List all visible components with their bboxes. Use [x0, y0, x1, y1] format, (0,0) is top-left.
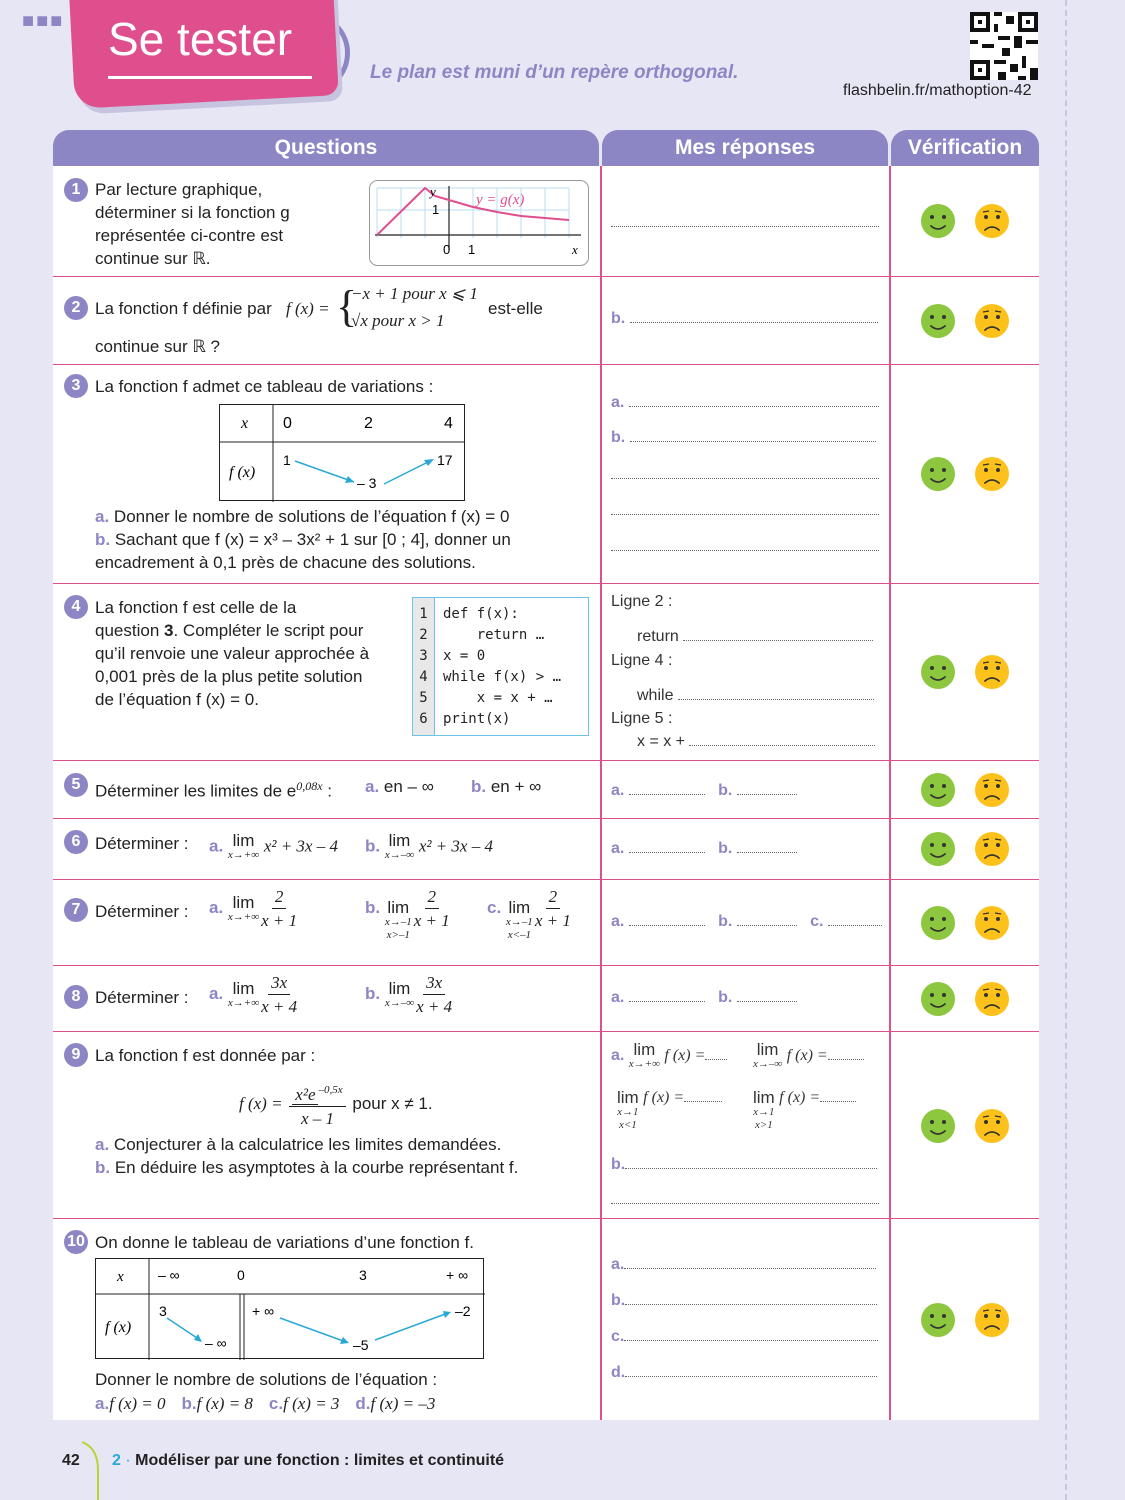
question-line-3: qu’il renvoie une valeur approchée à [95, 644, 370, 663]
happy-face-icon[interactable] [919, 653, 957, 691]
question-number: 8 [64, 985, 88, 1009]
equation-item: c.f (x) = 3 [268, 1394, 340, 1413]
equation-item: b.f (x) = 8 [181, 1394, 253, 1413]
part-a: a. Conjecturer à la calculatrice les limites demandées. [95, 1135, 502, 1154]
svg-text:1: 1 [283, 452, 291, 468]
part-b: b. lim x→–∞ $\frac{3x}{x + 4}$ [365, 973, 453, 1016]
part-a: a. Donner le nombre de solutions de l’équation f (x) = 0 [95, 507, 510, 526]
question-row-8 [53, 965, 1039, 1032]
answer-field-b[interactable]: b. [611, 1156, 877, 1174]
svg-text:x: x [241, 415, 249, 432]
svg-text:–5: –5 [353, 1337, 369, 1353]
question-text: Déterminer : [95, 834, 189, 853]
svg-text:3: 3 [359, 1267, 367, 1283]
answer-limit-1-right[interactable]: lim x→1 x>1 f (x) = [753, 1089, 856, 1132]
part-b: b. lim x→–1 x>–1 $\frac{2}{x + 1}$ [365, 887, 450, 941]
graph-xlabel: x [572, 242, 578, 257]
svg-text:+ ∞: + ∞ [446, 1267, 469, 1283]
question-line-5: de l’équation f (x) = 0. [95, 690, 259, 709]
exercise-table [53, 166, 1039, 1420]
question-number: 7 [64, 898, 88, 922]
svg-text:– ∞: – ∞ [205, 1335, 227, 1351]
part-b: b. En déduire les asymptotes à la courbe représentant f. [95, 1158, 519, 1177]
question-row-1 [53, 166, 1039, 277]
sad-face-icon[interactable] [973, 771, 1011, 809]
graph-x1: 1 [468, 242, 476, 257]
question-text-2: continue sur ℝ ? [95, 337, 220, 356]
brace: { [336, 282, 358, 331]
sad-face-icon[interactable] [973, 202, 1011, 240]
part-c: c. lim x→–1 x<–1 $\frac{2}{x + 1}$ [487, 887, 571, 941]
equations-list [95, 1392, 535, 1415]
question-row-7 [53, 879, 1039, 966]
case-2: √x pour x > 1 [351, 311, 445, 330]
sad-face-icon[interactable] [973, 904, 1011, 942]
question-row-10 [53, 1218, 1039, 1420]
happy-face-icon[interactable] [919, 202, 957, 240]
header-check: Vérification [891, 130, 1039, 166]
graph-g [369, 180, 589, 266]
svg-text:0: 0 [237, 1267, 245, 1283]
happy-face-icon[interactable] [919, 830, 957, 868]
answer-line[interactable] [611, 502, 879, 520]
sad-face-icon[interactable] [973, 830, 1011, 868]
svg-text:f (x): f (x) [105, 1319, 132, 1336]
svg-text:f (x): f (x) [229, 464, 256, 481]
footer-curve [80, 1440, 104, 1500]
code-line: 5 x = x + … [419, 690, 553, 706]
question-row-6 [53, 818, 1039, 880]
svg-text:x: x [117, 1269, 124, 1285]
title-underline [108, 76, 312, 79]
question-number: 5 [64, 773, 88, 797]
happy-face-icon[interactable] [919, 980, 957, 1018]
answer-field[interactable]: a. b. [611, 840, 797, 858]
question-line-1: La fonction f est celle de la [95, 598, 297, 617]
question-row-9 [53, 1031, 1039, 1219]
answer-label: Ligne 2 : [611, 593, 673, 610]
answer-field[interactable]: a. b. [611, 782, 797, 800]
qr-code-icon[interactable] [970, 12, 1038, 80]
question-text: Déterminer les limites de $e^{0,08x}$ : [95, 779, 333, 801]
svg-text:2: 2 [364, 415, 373, 432]
svg-text:– 3: – 3 [357, 475, 377, 491]
equation-item: a.f (x) = 0 [95, 1394, 166, 1413]
question-text: Déterminer : [95, 988, 189, 1007]
svg-text:4: 4 [444, 415, 453, 432]
svg-text:–2: –2 [455, 1303, 471, 1319]
sad-face-icon[interactable] [973, 1301, 1011, 1339]
svg-text:+ ∞: + ∞ [252, 1303, 275, 1319]
python-script [412, 597, 589, 736]
happy-face-icon[interactable] [919, 1301, 957, 1339]
question-number: 3 [64, 374, 88, 398]
header-questions: Questions [53, 130, 599, 166]
question-subtext: Donner le nombre de solutions de l’équation : [95, 1370, 438, 1389]
code-line: 2 return … [419, 627, 545, 643]
sad-face-icon[interactable] [973, 653, 1011, 691]
subtitle: Le plan est muni d’un repère orthogonal. [370, 62, 739, 83]
answer-field-c[interactable]: c. [611, 1328, 878, 1346]
svg-text:0: 0 [283, 415, 292, 432]
answer-limit-minus-inf[interactable]: lim x→–∞ f (x) = [753, 1041, 864, 1071]
answer-field[interactable]: b. [611, 310, 878, 328]
answer-line[interactable] [611, 1191, 879, 1209]
question-text: La fonction f admet ce tableau de variations : [95, 377, 434, 396]
code-line: 1 def f(x): [419, 606, 519, 622]
happy-face-icon[interactable] [919, 302, 957, 340]
decor-dots: ■■■ [22, 10, 65, 32]
question-number: 2 [64, 296, 88, 320]
question-text: Par lecture graphique, déterminer si la fonction g représentée ci-contre est continue sur ℝ. [95, 180, 290, 268]
sad-face-icon[interactable] [973, 302, 1011, 340]
question-row-2 [53, 276, 1039, 365]
question-text: La fonction f définie par [95, 299, 272, 318]
graph-y1: 1 [432, 202, 440, 217]
equation-item: d.f (x) = –3 [355, 1394, 436, 1413]
answer-field-b[interactable]: b. [611, 429, 876, 447]
graph-ylabel: y [430, 184, 436, 199]
page-number: 42 [62, 1452, 80, 1469]
sad-face-icon[interactable] [973, 455, 1011, 493]
variation-table [219, 404, 465, 502]
part-a: a. lim x→+∞ x² + 3x – 4 [209, 831, 338, 861]
answer-field-return[interactable]: return [637, 628, 873, 646]
question-number: 4 [64, 595, 88, 619]
page-title: Se tester [108, 13, 293, 65]
happy-face-icon[interactable] [919, 1107, 957, 1145]
question-number: 9 [64, 1043, 88, 1067]
sad-face-icon[interactable] [973, 1107, 1011, 1145]
svg-text:– ∞: – ∞ [158, 1267, 180, 1283]
graph-label: y = g(x) [476, 192, 525, 208]
question-row-3 [53, 364, 1039, 584]
question-number: 10 [64, 1230, 88, 1254]
function-name: f (x) = [286, 299, 330, 318]
part-b-cont: encadrement à 0,1 près de chacune des solutions. [95, 553, 476, 572]
function-definition: f (x) = $\frac{x^2e ^{-0,5x}}{x - 1}$ pour x ≠ 1. [239, 1079, 433, 1130]
svg-text:17: 17 [437, 452, 453, 468]
case-1: −x + 1 pour x ⩽ 1 [351, 284, 478, 303]
answer-line[interactable] [611, 466, 879, 484]
svg-text:3: 3 [159, 1303, 167, 1319]
answer-field[interactable]: a. b. c. [611, 913, 882, 931]
part-b: b. en + ∞ [471, 777, 542, 796]
header-answers: Mes réponses [602, 130, 888, 166]
answer-label: Ligne 5 : [611, 710, 673, 727]
code-line: 3 x = 0 [419, 648, 486, 664]
flashbelin-link[interactable]: flashbelin.fr/mathoption-42 [843, 82, 1032, 99]
question-text-end: est-elle [488, 299, 543, 318]
part-a: a. lim x→+∞ $\frac{3x}{x + 4}$ [209, 973, 298, 1016]
happy-face-icon[interactable] [919, 455, 957, 493]
question-number: 6 [64, 830, 88, 854]
happy-face-icon[interactable] [919, 904, 957, 942]
variation-table-10 [95, 1258, 485, 1360]
answer-field-b[interactable]: b. [611, 1292, 877, 1310]
question-text: Déterminer : [95, 902, 189, 921]
answer-field-while[interactable]: while [637, 687, 874, 705]
question-number: 1 [64, 178, 88, 202]
answer-field-a[interactable]: a. [611, 394, 879, 412]
part-a: a. en – ∞ [365, 777, 434, 796]
question-row-4 [53, 583, 1039, 761]
answer-field[interactable] [611, 214, 879, 232]
question-row-5 [53, 760, 1039, 819]
answer-field-a[interactable]: a. [611, 1256, 876, 1274]
question-text: La fonction f est donnée par : [95, 1046, 316, 1065]
answer-line[interactable] [611, 538, 879, 556]
answer-field[interactable]: a. b. [611, 989, 797, 1007]
answer-field-d[interactable]: d. [611, 1364, 877, 1382]
happy-face-icon[interactable] [919, 771, 957, 809]
graph-x0: 0 [443, 242, 451, 257]
question-line-4: 0,001 près de la plus petite solution [95, 667, 363, 686]
part-b: b. Sachant que f (x) = x³ – 3x² + 1 sur [0 ; 4], donner un [95, 530, 511, 549]
question-line-2: question 3. Compléter le script pour [95, 621, 364, 640]
answer-field-x[interactable]: x = x + [637, 733, 875, 751]
chapter-title: 2 · Modéliser par une fonction : limites et continuité [112, 1452, 505, 1469]
part-a: a. lim x→+∞ $\frac{2}{x + 1}$ [209, 887, 298, 930]
question-text: On donne le tableau de variations d’une fonction f. [95, 1233, 474, 1252]
answer-limit-plus-inf[interactable]: a. lim x→+∞ f (x) = [611, 1041, 727, 1071]
code-line: 6 print(x) [419, 711, 511, 727]
answer-limit-1-left[interactable]: lim x→1 x<1 f (x) = [617, 1089, 722, 1132]
code-line: 4 while f(x) > … [419, 669, 562, 685]
cut-line [1065, 0, 1067, 1500]
answer-label: Ligne 4 : [611, 652, 673, 669]
part-b: b. lim x→–∞ x² + 3x – 4 [365, 831, 493, 861]
sad-face-icon[interactable] [973, 980, 1011, 1018]
